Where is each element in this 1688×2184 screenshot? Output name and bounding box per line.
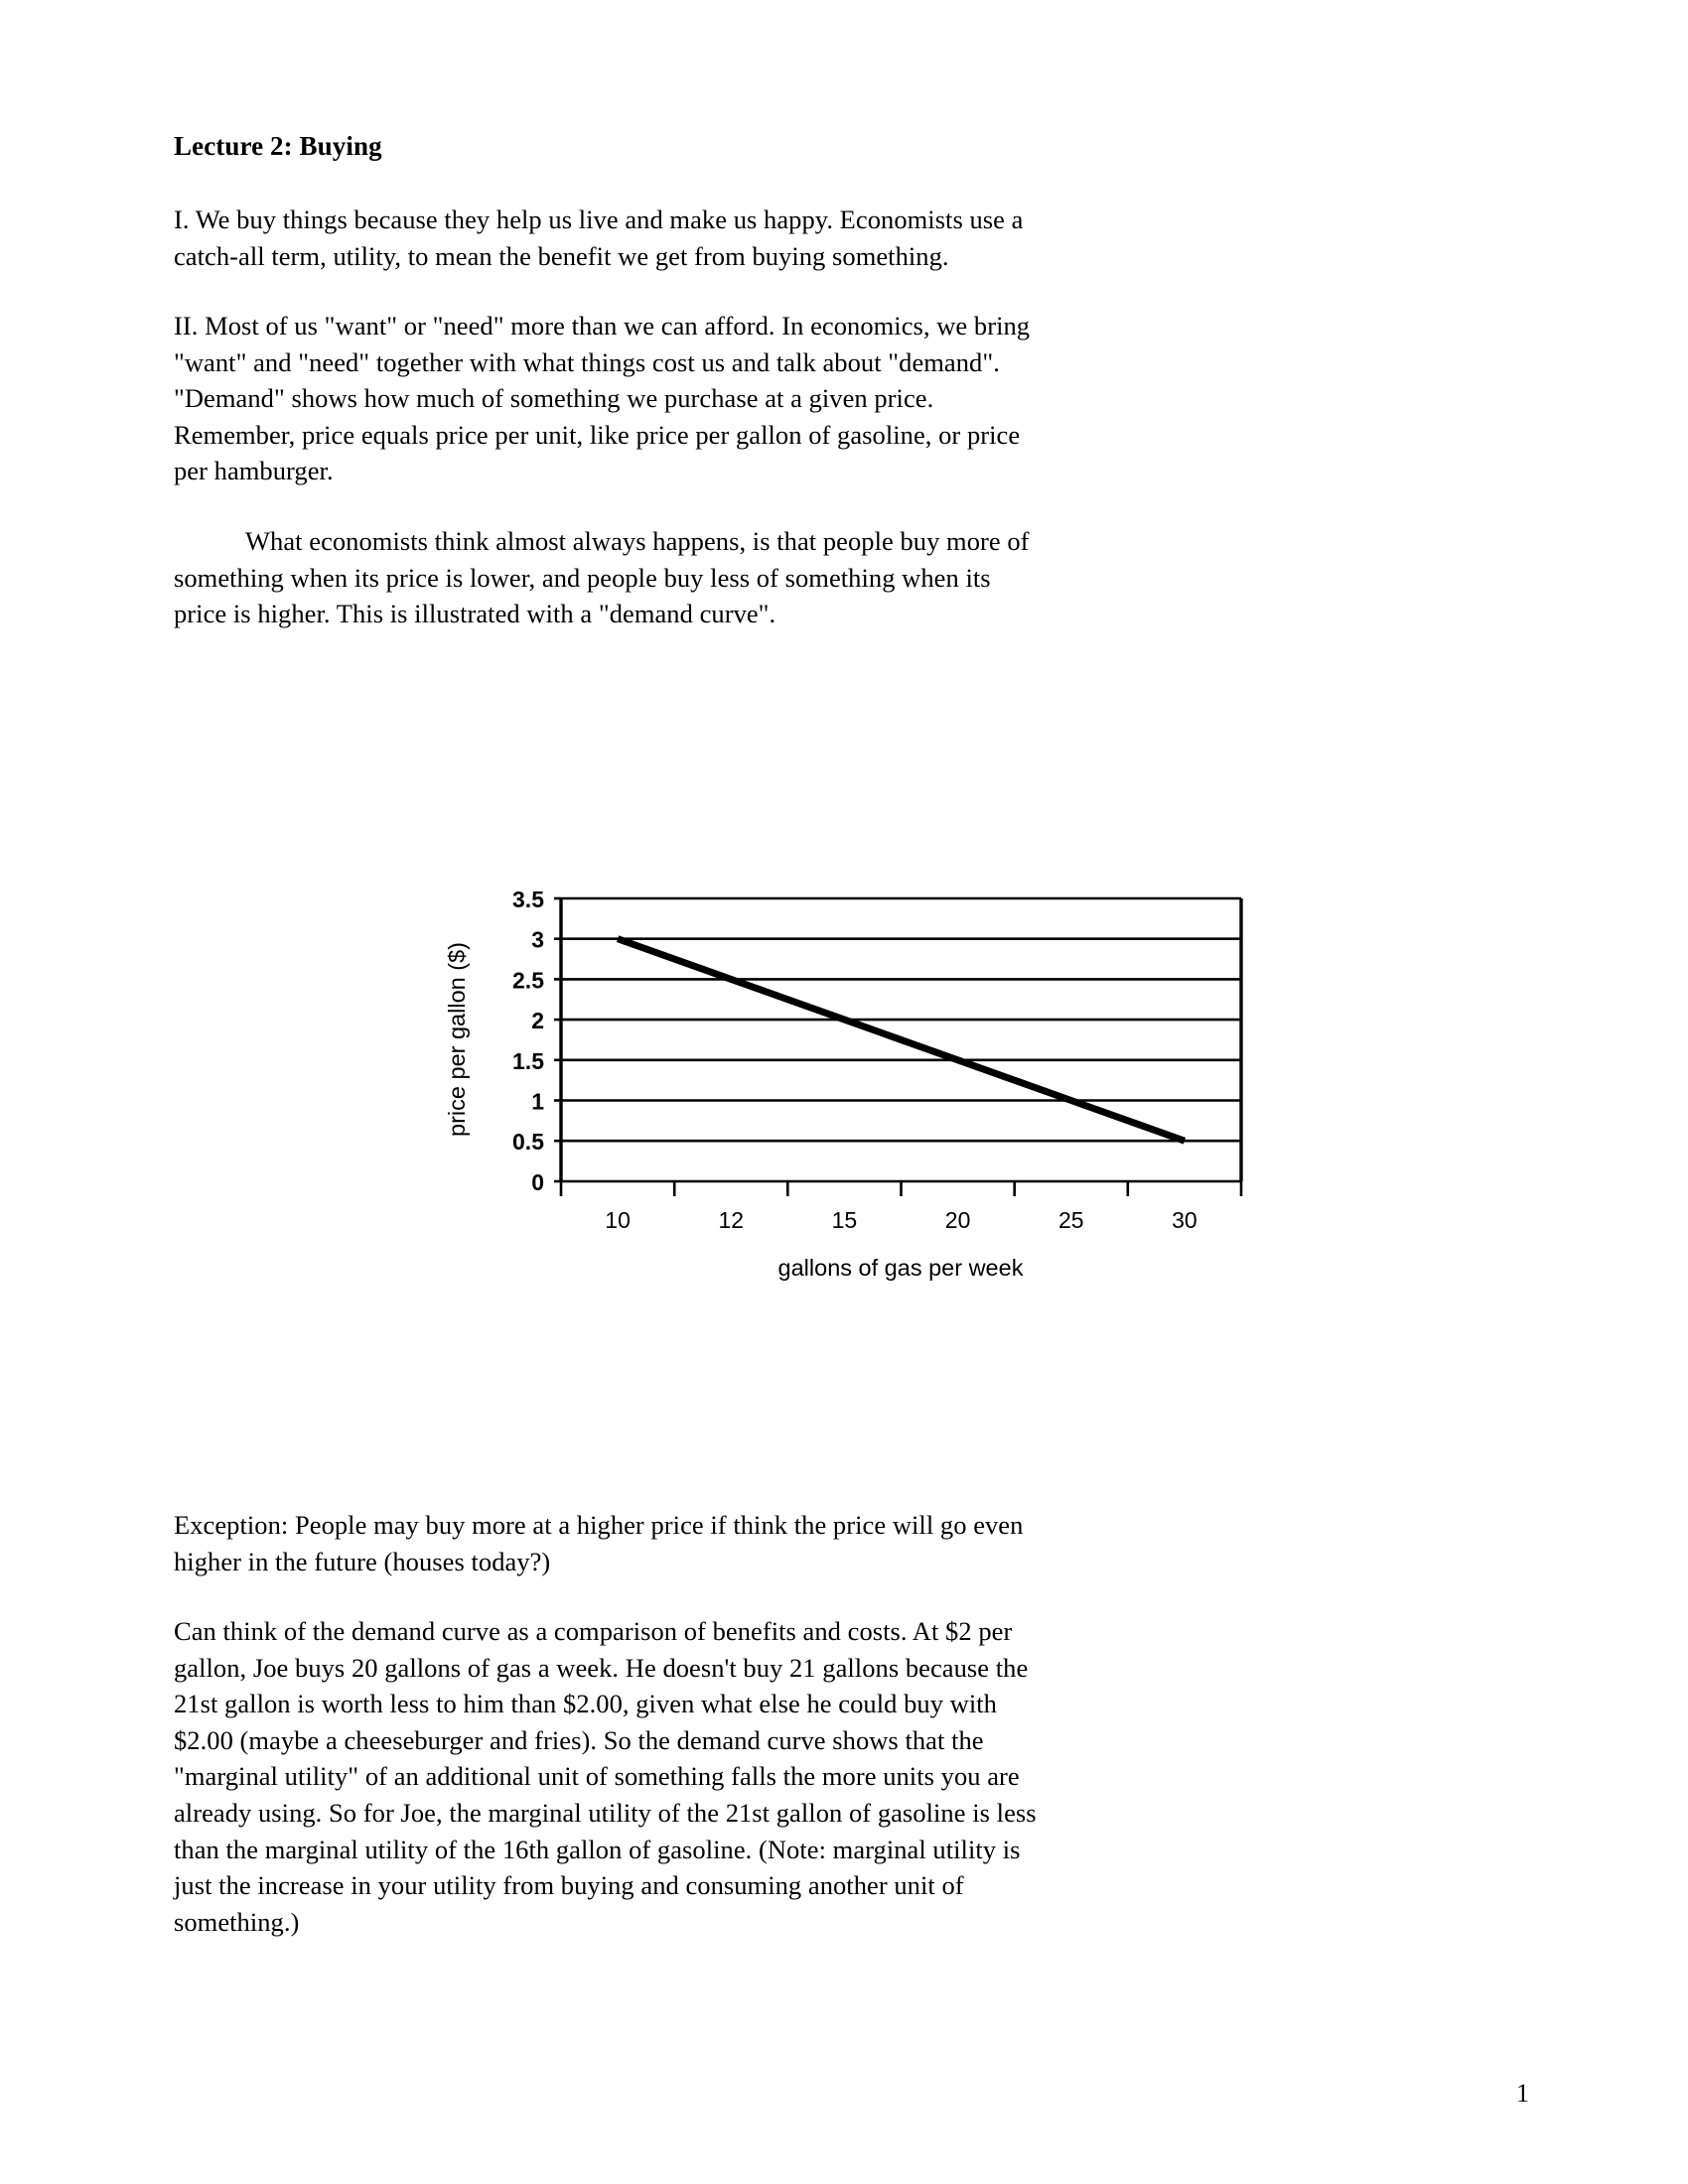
paragraph-exception: Exception: People may buy more at a higher price if think the price will go even higher in the future (houses today?) (174, 1510, 1024, 1576)
page-number: 1 (1516, 2079, 1529, 2108)
page-title: Lecture 2: Buying (174, 131, 382, 161)
document-body-top (174, 129, 1038, 632)
document-body-bottom (174, 1507, 1040, 1940)
x-tick-label-25: 25 (1058, 1207, 1084, 1233)
y-tick-label-0-5: 0.5 (512, 1129, 544, 1156)
demand-curve-chart (387, 874, 1281, 1291)
chart-svg (387, 874, 1281, 1291)
x-axis-title: gallons of gas per week (777, 1255, 1024, 1281)
x-tick-label-30: 30 (1172, 1207, 1197, 1233)
y-tick-label-3-5: 3.5 (512, 887, 544, 912)
y-axis-tick-labels (512, 887, 544, 1195)
y-tick-label-1: 1 (531, 1088, 544, 1115)
y-tick-label-1-5: 1.5 (512, 1047, 544, 1074)
x-axis-tick-labels (605, 1207, 1196, 1233)
x-tick-label-10: 10 (605, 1207, 631, 1233)
x-tick-label-15: 15 (831, 1207, 858, 1233)
x-tick-label-12: 12 (718, 1207, 745, 1233)
x-tick-label-20: 20 (944, 1207, 971, 1233)
y-tick-label-0: 0 (531, 1169, 544, 1195)
paragraph-section-i: I. We buy things because they help us live and make us happy. Economists use a catch-all term, utility, to mean the benefit we get from buying something. (174, 205, 1024, 271)
paragraph-demand-curve-intro: What economists think almost always happens, is that people buy more of something when its price is lower, and people buy less of something when its price is higher. This is illustrated with a "demand curve". (174, 526, 1030, 629)
y-tick-label-2: 2 (531, 1008, 544, 1034)
y-tick-label-2-5: 2.5 (512, 967, 544, 994)
paragraph-marginal-utility: Can think of the demand curve as a comparison of benefits and costs. At $2 per gallon, Joe buys 20 gallons of gas a week. He doesn't buy 21 gallons because the 21st gallon is worth less to him than $2.00, given what else he could buy with $2.00 (maybe a cheeseburger and fries). So the demand curve shows that the "marginal utility" of an additional unit of something falls the more units you are already using. So for Joe, the marginal utility of the 21st gallon of gasoline is less than the marginal utility of the 16th gallon of gasoline. (Note: marginal utility is just the increase in your utility from buying and consuming another unit of something.) (174, 1616, 1037, 1937)
paragraph-section-ii: II. Most of us "want" or "need" more than we can afford. In economics, we bring "want" and "need" together with what things cost us and talk about "demand". "Demand" shows how much of something we purchase at a given price. Remember, price equals price per unit, like price per gallon of gasoline, or price per hamburger. (174, 311, 1031, 486)
y-axis-title: price per gallon ($) (444, 942, 470, 1137)
x-axis-ticks (561, 1181, 1241, 1196)
y-tick-label-3: 3 (531, 926, 544, 953)
